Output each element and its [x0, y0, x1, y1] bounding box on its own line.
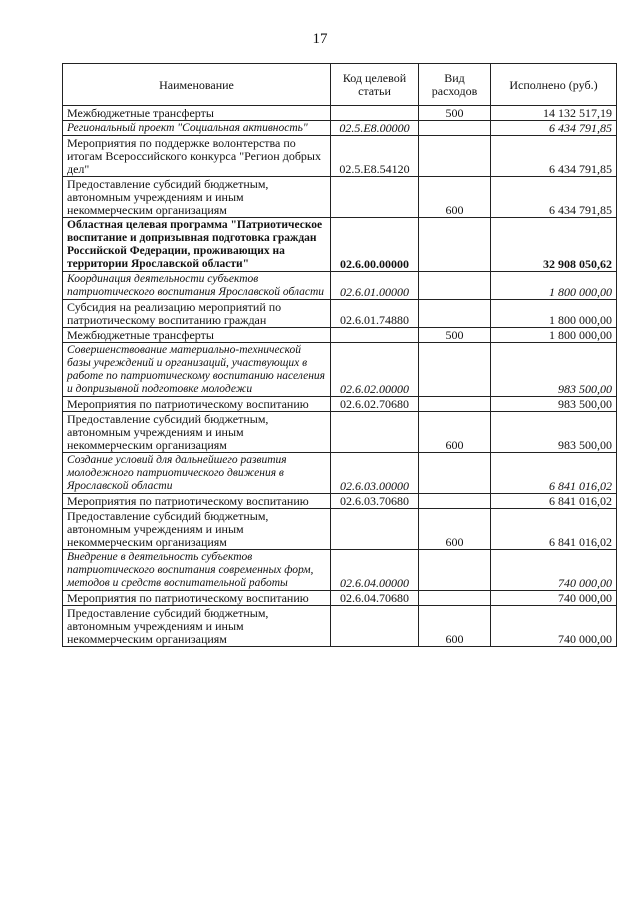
- cell-kind: [419, 121, 491, 136]
- cell-amount: 1 800 000,00: [491, 272, 617, 300]
- cell-name: Мероприятия по патриотическому воспитанию: [63, 494, 331, 509]
- table-row: [63, 121, 617, 136]
- table-row: [63, 300, 617, 328]
- page-number: 17: [312, 31, 328, 47]
- cell-amount: 1 800 000,00: [491, 300, 617, 328]
- cell-name: Предоставление субсидий бюджетным, автономным учреждениям и иным некоммерческим организациям: [63, 509, 331, 550]
- cell-amount: 6 841 016,02: [491, 453, 617, 494]
- cell-code: 02.6.03.70680: [331, 494, 419, 509]
- cell-name: Региональный проект "Социальная активность": [63, 121, 331, 136]
- cell-name: Межбюджетные трансферты: [63, 106, 331, 121]
- cell-code: [331, 509, 419, 550]
- table-row: [63, 397, 617, 412]
- budget-execution-table: [62, 63, 617, 647]
- cell-amount: 1 800 000,00: [491, 328, 617, 343]
- table-row: [63, 509, 617, 550]
- table-row: [63, 343, 617, 397]
- cell-kind: [419, 397, 491, 412]
- cell-amount: 6 841 016,02: [491, 509, 617, 550]
- cell-name: Предоставление субсидий бюджетным, автономным учреждениям и иным некоммерческим организациям: [63, 412, 331, 453]
- cell-amount: 740 000,00: [491, 550, 617, 591]
- cell-amount: 14 132 517,19: [491, 106, 617, 121]
- cell-amount: 983 500,00: [491, 397, 617, 412]
- cell-code: [331, 177, 419, 218]
- cell-code: 02.6.01.74880: [331, 300, 419, 328]
- cell-code: 02.6.03.00000: [331, 453, 419, 494]
- cell-amount: 6 434 791,85: [491, 136, 617, 177]
- cell-name: Мероприятия по патриотическому воспитанию: [63, 397, 331, 412]
- cell-kind: [419, 136, 491, 177]
- cell-amount: 983 500,00: [491, 412, 617, 453]
- header-code: Код целевой статьи: [331, 64, 419, 106]
- cell-amount: 6 841 016,02: [491, 494, 617, 509]
- cell-amount: 6 434 791,85: [491, 121, 617, 136]
- table-row: [63, 412, 617, 453]
- cell-kind: 600: [419, 509, 491, 550]
- cell-kind: [419, 550, 491, 591]
- table-row: [63, 218, 617, 272]
- cell-name: Координация деятельности субъектов патриотического воспитания Ярославской области: [63, 272, 331, 300]
- cell-kind: 600: [419, 412, 491, 453]
- cell-code: 02.5.E8.54120: [331, 136, 419, 177]
- cell-code: [331, 328, 419, 343]
- cell-name: Создание условий для дальнейшего развития молодежного патриотического движения в Ярославской области: [63, 453, 331, 494]
- header-name: Наименование: [63, 64, 331, 106]
- table-body: [63, 106, 617, 647]
- cell-name: Субсидия на реализацию мероприятий по патриотическому воспитанию граждан: [63, 300, 331, 328]
- table-row: [63, 591, 617, 606]
- cell-code: 02.5.E8.00000: [331, 121, 419, 136]
- cell-kind: [419, 300, 491, 328]
- table-row: [63, 453, 617, 494]
- table-row: [63, 328, 617, 343]
- cell-kind: [419, 591, 491, 606]
- cell-code: 02.6.02.70680: [331, 397, 419, 412]
- cell-kind: 500: [419, 106, 491, 121]
- table-row: [63, 494, 617, 509]
- cell-kind: 600: [419, 606, 491, 647]
- cell-kind: [419, 218, 491, 272]
- cell-name: Совершенствование материально-технической базы учреждений и организаций, участвующих в работе по патриотическому воспитанию населения и допризывной подготовке молодежи: [63, 343, 331, 397]
- cell-code: [331, 412, 419, 453]
- table-row: [63, 606, 617, 647]
- header-kind: Вид расходов: [419, 64, 491, 106]
- header-amount: Исполнено (руб.): [491, 64, 617, 106]
- cell-name: Областная целевая программа "Патриотическое воспитание и допризывная подготовка граждан Российской Федерации, проживающих на территории Ярославской области": [63, 218, 331, 272]
- table-row: [63, 550, 617, 591]
- cell-amount: 6 434 791,85: [491, 177, 617, 218]
- cell-amount: 983 500,00: [491, 343, 617, 397]
- table-row: [63, 136, 617, 177]
- cell-code: 02.6.04.70680: [331, 591, 419, 606]
- cell-kind: [419, 453, 491, 494]
- cell-amount: 740 000,00: [491, 606, 617, 647]
- cell-kind: [419, 494, 491, 509]
- cell-kind: 600: [419, 177, 491, 218]
- cell-name: Предоставление субсидий бюджетным, автономным учреждениям и иным некоммерческим организациям: [63, 606, 331, 647]
- table-row: [63, 177, 617, 218]
- table-row: [63, 272, 617, 300]
- cell-name: Межбюджетные трансферты: [63, 328, 331, 343]
- cell-code: 02.6.01.00000: [331, 272, 419, 300]
- cell-name: Мероприятия по патриотическому воспитанию: [63, 591, 331, 606]
- cell-name: Внедрение в деятельность субъектов патриотического воспитания современных форм, методов и средств воспитательной работы: [63, 550, 331, 591]
- cell-code: 02.6.00.00000: [331, 218, 419, 272]
- table-row: [63, 106, 617, 121]
- cell-name: Предоставление субсидий бюджетным, автономным учреждениям и иным некоммерческим организациям: [63, 177, 331, 218]
- cell-amount: 32 908 050,62: [491, 218, 617, 272]
- cell-code: 02.6.02.00000: [331, 343, 419, 397]
- cell-code: [331, 606, 419, 647]
- cell-kind: [419, 272, 491, 300]
- cell-name: Мероприятия по поддержке волонтерства по итогам Всероссийского конкурса "Регион добрых дел": [63, 136, 331, 177]
- cell-code: 02.6.04.00000: [331, 550, 419, 591]
- table-header-row: [63, 64, 617, 106]
- cell-kind: 500: [419, 328, 491, 343]
- cell-code: [331, 106, 419, 121]
- cell-kind: [419, 343, 491, 397]
- cell-amount: 740 000,00: [491, 591, 617, 606]
